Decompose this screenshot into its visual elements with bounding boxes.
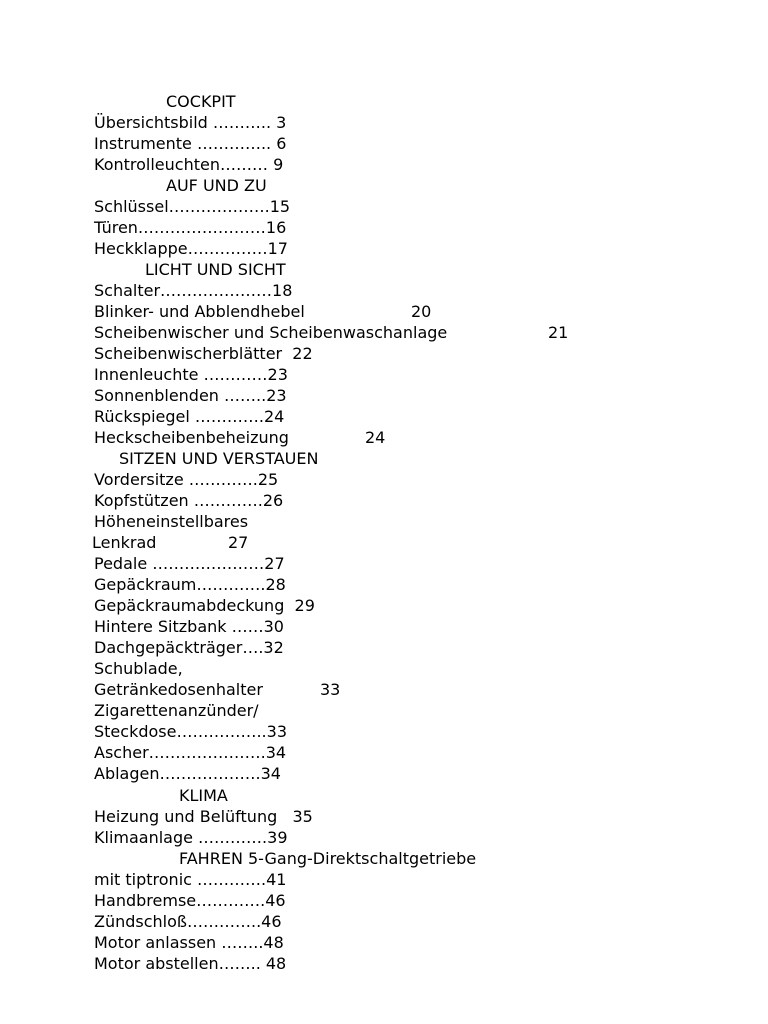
toc-entry-page: 27 [228, 533, 249, 552]
toc-entry: Motor anlassen ……..48 [94, 933, 284, 952]
toc-entry-label: Scheibenwischer und Scheibenwaschanlage [94, 323, 448, 342]
toc-entry: Pedale …………………27 [94, 554, 285, 573]
toc-entry-label: Blinker- und Abblendhebel [94, 302, 305, 321]
toc-entry: Übersichtsbild ……….. 3 [94, 113, 287, 132]
toc-entry-page: 20 [411, 302, 432, 321]
toc-entry-label: Zigarettenanzünder/ [94, 701, 259, 720]
section-heading-klima: KLIMA [179, 786, 228, 805]
toc-entry: mit tiptronic ………….41 [94, 870, 287, 889]
toc-entry: Ablagen……………….34 [94, 764, 281, 783]
toc-entry: Gepäckraum………….28 [94, 575, 286, 594]
toc-entry: Zündschloß…………..46 [94, 912, 282, 931]
toc-entry: Vordersitze ………….25 [94, 470, 279, 489]
toc-entry-label: Höheneinstellbares [94, 512, 249, 531]
toc-entry-page: 33 [320, 680, 341, 699]
toc-entry: Handbremse………….46 [94, 891, 286, 910]
toc-entry-label: Heckscheibenbeheizung [94, 428, 289, 447]
toc-entry: Türen……………………16 [94, 218, 287, 237]
toc-entry: Schlüssel……………….15 [94, 197, 291, 216]
toc-entry: Ascher………………….34 [94, 743, 287, 762]
section-heading-fahren: FAHREN 5-Gang-Direktschaltgetriebe [179, 849, 477, 868]
toc-entry-label: Getränkedosenhalter [94, 680, 263, 699]
toc-entry: Heckklappe……………17 [94, 239, 288, 258]
section-heading-licht-und-sicht: LICHT UND SICHT [145, 260, 286, 279]
toc-entry: Scheibenwischerblätter 22 [94, 344, 313, 363]
toc-entry: Innenleuchte …………23 [94, 365, 288, 384]
toc-entry: Motor abstellen…….. 48 [94, 954, 287, 973]
toc-entry: Sonnenblenden ……..23 [94, 386, 287, 405]
section-heading-auf-und-zu: AUF UND ZU [166, 176, 267, 195]
toc-entry: Kontrolleuchten……… 9 [94, 155, 284, 174]
toc-entry: Heizung und Belüftung 35 [94, 807, 313, 826]
toc-entry: Hintere Sitzbank ……30 [94, 617, 284, 636]
toc-entry: Rückspiegel ………….24 [94, 407, 285, 426]
toc-entry: Schalter…………………18 [94, 281, 293, 300]
toc-entry-page: 24 [365, 428, 386, 447]
toc-entry: Klimaanlage ………….39 [94, 828, 288, 847]
section-heading-sitzen-und-verstauen: SITZEN UND VERSTAUEN [119, 449, 319, 468]
toc-entry-label: Lenkrad [92, 533, 157, 552]
toc-entry: Dachgepäckträger….32 [94, 638, 284, 657]
toc-entry: Gepäckraumabdeckung 29 [94, 596, 315, 615]
toc-entry: Kopfstützen ………….26 [94, 491, 284, 510]
toc-entry: Instrumente ………….. 6 [94, 134, 287, 153]
toc-entry: Steckdose……………..33 [94, 722, 287, 741]
toc-entry-label: Schublade, [94, 659, 183, 678]
toc-entry-page: 21 [548, 323, 569, 342]
section-heading-cockpit: COCKPIT [166, 92, 236, 111]
